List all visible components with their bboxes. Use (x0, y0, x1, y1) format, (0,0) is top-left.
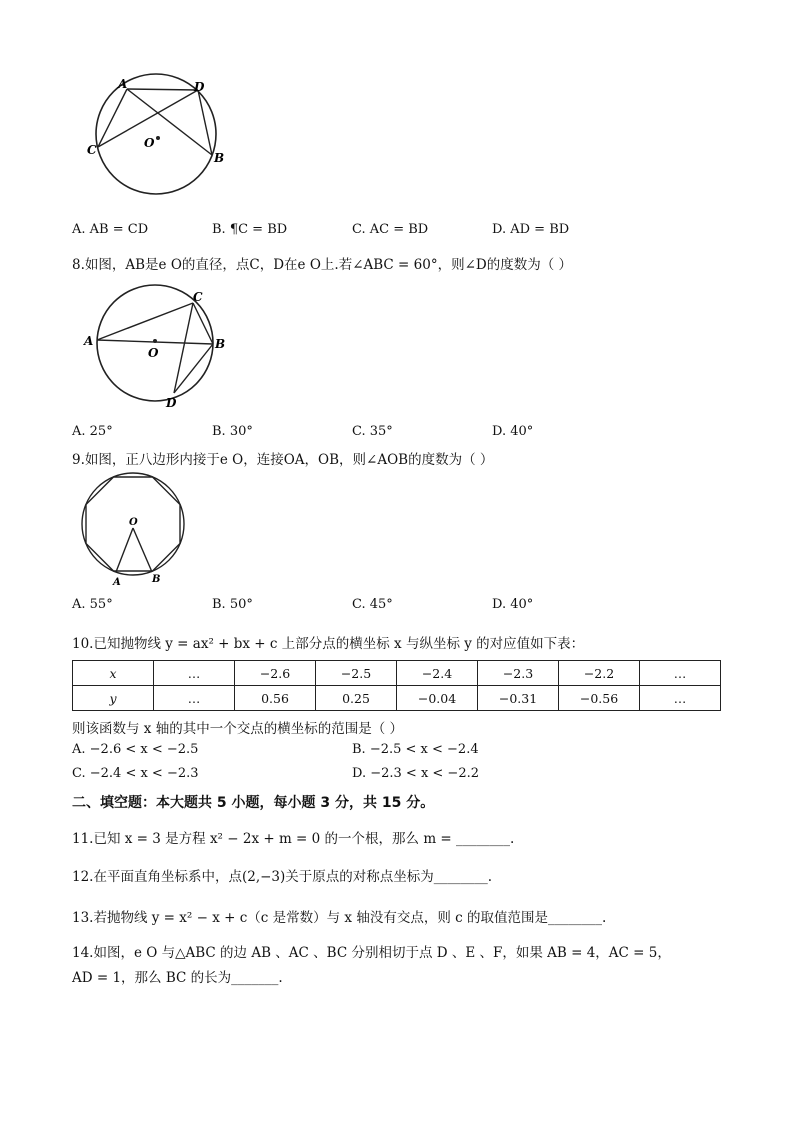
q8-figure (82, 282, 232, 412)
q9-option-c[interactable]: C. 45° (352, 597, 393, 612)
q7-label-a: A (118, 77, 128, 91)
table-row (73, 686, 721, 711)
q12-text: 12.在平面直角坐标系中，点(2,−3)关于原点的对称点坐标为________. (72, 869, 493, 885)
q8-label-b: B (215, 337, 226, 351)
table-cell: y (73, 686, 154, 711)
q10-option-c[interactable]: C. −2.4 < x < −2.3 (72, 766, 199, 781)
q8-label-a: A (84, 334, 94, 348)
q7-label-c: C (87, 143, 97, 157)
q10-option-d[interactable]: D. −2.3 < x < −2.2 (352, 766, 480, 781)
q9-label-b: B (152, 574, 161, 585)
q8-option-a[interactable]: A. 25° (72, 424, 113, 439)
q9-label-a: A (113, 577, 121, 588)
table-cell: −0.04 (397, 686, 478, 711)
table-cell: … (640, 661, 721, 686)
table-cell: −0.56 (559, 686, 640, 711)
q8-option-c[interactable]: C. 35° (352, 424, 393, 439)
q8-center-dot (153, 339, 157, 343)
q8-chord-ac (97, 303, 193, 340)
q7-label-b: B (214, 151, 225, 165)
q9-segment-oa (116, 528, 133, 572)
table-cell: 0.25 (316, 686, 397, 711)
q7-option-d[interactable]: D. AD = BD (492, 222, 570, 237)
q10-option-a[interactable]: A. −2.6 < x < −2.5 (72, 742, 199, 757)
table-cell: −2.4 (397, 661, 478, 686)
q9-stem: 9.如图，正八边形内接于e O，连接OA，OB，则∠AOB的度数为（ ） (72, 452, 494, 468)
q14-line1: 14.如图，e O 与△ABC 的边 AB 、AC 、BC 分别相切于点 D 、E 、F，如果 AB = 4，AC = 5， (72, 945, 671, 961)
q9-option-d[interactable]: D. 40° (492, 597, 534, 612)
q7-center-dot (156, 136, 160, 140)
table-cell: … (154, 661, 235, 686)
q9-option-b[interactable]: B. 50° (212, 597, 253, 612)
q8-label-c: C (193, 290, 203, 304)
q9-option-a[interactable]: A. 55° (72, 597, 113, 612)
q8-label-d: D (166, 396, 177, 410)
q7-option-b[interactable]: B. ¶C = BD (212, 222, 288, 237)
q10-options-row2 (72, 766, 732, 786)
q10-option-b[interactable]: B. −2.5 < x < −2.4 (352, 742, 479, 757)
q8-option-d[interactable]: D. 40° (492, 424, 534, 439)
table-cell: 0.56 (235, 686, 316, 711)
q7-options (72, 222, 732, 242)
q8-option-b[interactable]: B. 30° (212, 424, 253, 439)
q7-label-o: O (144, 136, 155, 150)
q8-stem: 8.如图，AB是e O的直径，点C，D在e O上.若∠ABC = 60°，则∠D的度数为（ ） (72, 257, 573, 273)
q14-line2: AD = 1，那么 BC 的长为_______. (72, 970, 283, 986)
q9-segment-ob (133, 528, 152, 572)
q8-options (72, 424, 732, 444)
q9-figure (80, 472, 195, 590)
q13-text: 13.若抛物线 y = x² − x + c（c 是常数）与 x 轴没有交点，则 c 的取值范围是________. (72, 910, 607, 926)
q9-options (72, 597, 732, 617)
table-cell: −0.31 (478, 686, 559, 711)
section-heading: 二、填空题：本大题共 5 小题，每小题 3 分，共 15 分。 (72, 795, 435, 811)
q9-label-o: O (129, 517, 138, 528)
q10-stem: 10.已知抛物线 y = ax² + bx + c 上部分点的横坐标 x 与纵坐标 y 的对应值如下表： (72, 636, 585, 652)
table-cell: x (73, 661, 154, 686)
table-row (73, 661, 721, 686)
table-cell: −2.6 (235, 661, 316, 686)
q7-label-d: D (194, 80, 205, 94)
table-cell: −2.3 (478, 661, 559, 686)
q7-option-c[interactable]: C. AC = BD (352, 222, 429, 237)
q10-followup: 则该函数与 x 轴的其中一个交点的横坐标的范围是（ ） (72, 721, 403, 737)
table-cell: −2.2 (559, 661, 640, 686)
table-cell: −2.5 (316, 661, 397, 686)
q8-label-o: O (148, 346, 159, 360)
q10-value-table (72, 660, 721, 711)
q7-figure (84, 72, 234, 202)
q10-options-row1 (72, 742, 732, 762)
q7-option-a[interactable]: A. AB = CD (72, 222, 149, 237)
q7-chord-ad (127, 89, 198, 90)
table-cell: … (154, 686, 235, 711)
q8-chord-cd (174, 303, 193, 393)
table-cell: … (640, 686, 721, 711)
q11-text: 11.已知 x = 3 是方程 x² − 2x + m = 0 的一个根，那么 m = ________. (72, 831, 515, 847)
